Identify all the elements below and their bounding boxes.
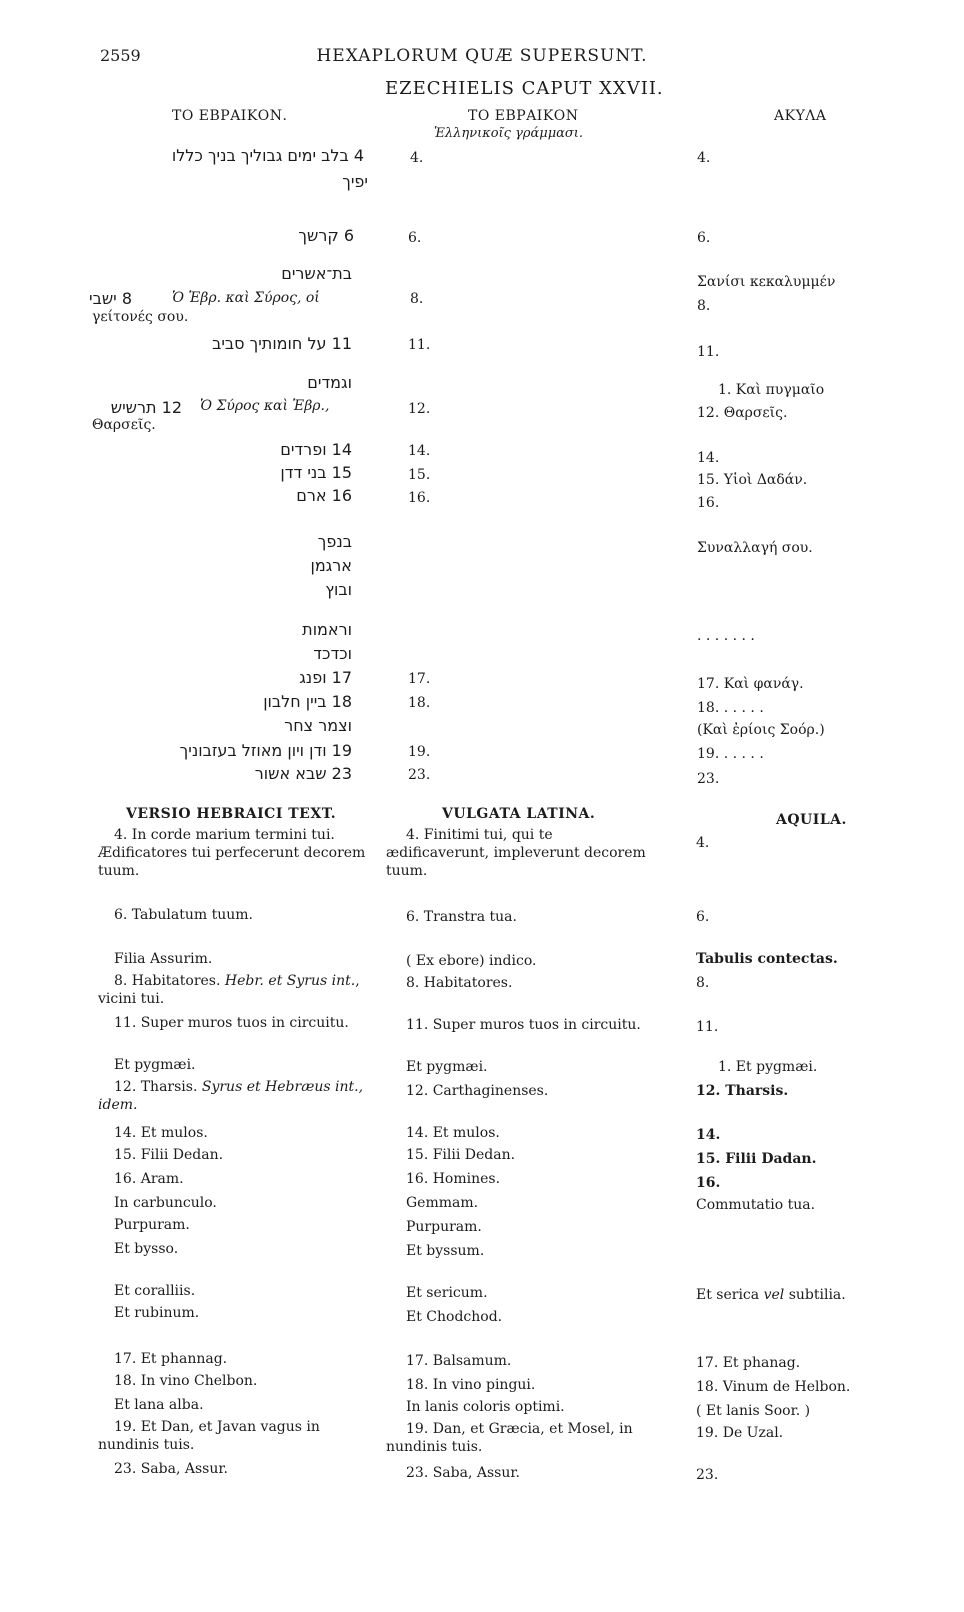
column-subheading-transliteration: Ἑλληνικοῖς γράμμασι. <box>434 126 584 141</box>
aquila-text: 4. <box>696 835 710 851</box>
versio-text: Filia Assurim. <box>114 951 213 967</box>
aquila-greek-text: 1. Καὶ πυγμαῖο <box>718 382 825 398</box>
aquila-greek-text: 17. Καὶ φανάγ. <box>697 676 804 692</box>
hebrew-text: בת־אשרים <box>281 264 352 283</box>
hebrew-text: 23 שבא אשור <box>254 764 352 783</box>
aquila-text: 14. <box>696 1127 721 1143</box>
aquila-text: 17. Et phanag. <box>696 1355 801 1371</box>
greek-note-continuation: Θαρσεῖς. <box>92 417 156 433</box>
vulgata-text: ( Ex ebore) indico. <box>406 953 537 969</box>
vulgata-text: 4. Finitimi tui, qui te ædificaverunt, impleverunt decorem tuum. <box>386 827 646 879</box>
greek-note: Ὁ Ἑβρ. καὶ Σύρος, οἱ <box>172 290 320 306</box>
aquila-greek-text: 15. Υἱοὶ Δαδάν. <box>697 472 808 488</box>
column-heading-aquila-greek: ΑΚΥΛΑ <box>774 108 827 124</box>
transliteration-verse: 12. <box>408 401 431 417</box>
hebrew-text: 12 תרשיש <box>110 398 182 417</box>
transliteration-verse: 16. <box>408 490 431 506</box>
aquila-greek-text: (Καὶ ἐρίοις Σοόρ.) <box>697 722 825 738</box>
column-heading-transliteration: ΤΟ ΕΒΡΑΙΚΟΝ <box>468 108 579 124</box>
versio-text: 19. Et Dan, et Javan vagus in nundinis tuis. <box>98 1419 320 1453</box>
aquila-greek-verse: 14. <box>697 450 720 466</box>
hebrew-text: 8 ישבי <box>88 289 132 308</box>
hebrew-text: 18 ביין חלבון <box>263 692 352 711</box>
aquila-text: Tabulis contectas. <box>696 951 838 967</box>
vulgata-text: 8. Habitatores. <box>406 975 513 991</box>
aquila-text: 23. <box>696 1467 719 1483</box>
chapter-title: EZECHIELIS CAPUT XXVII. <box>385 78 664 99</box>
aquila-greek-text: Σανίσι κεκαλυμμέν <box>697 274 836 290</box>
aquila-text: 18. Vinum de Helbon. <box>696 1379 851 1395</box>
hebrew-text: וצמר צחר <box>284 716 352 735</box>
aquila-text: ( Et lanis Soor. ) <box>696 1403 811 1419</box>
aquila-text: Et serica vel subtilia. <box>696 1287 846 1303</box>
vulgata-text: Et sericum. <box>406 1285 488 1301</box>
versio-text: 11. Super muros tuos in circuitu. <box>114 1015 349 1031</box>
hebrew-text: 15 בני דדן <box>280 463 352 482</box>
aquila-greek-verse: 4. <box>697 150 711 166</box>
vulgata-text: Et Chodchod. <box>406 1309 503 1325</box>
greek-note-continuation: γείτονές σου. <box>92 309 189 325</box>
aquila-greek-text: . . . . . . . <box>697 628 755 644</box>
vulgata-text: 18. In vino pingui. <box>406 1377 536 1393</box>
hebrew-text: 17 ופנג <box>299 668 352 687</box>
hebrew-text: ארגמן <box>310 556 352 575</box>
versio-text: 6. Tabulatum tuum. <box>114 907 253 923</box>
versio-text: Et lana alba. <box>114 1397 204 1413</box>
versio-text: Purpuram. <box>114 1217 190 1233</box>
hebrew-text: 4 בלב ימים גבוליך בניך כללו <box>171 146 364 165</box>
versio-text: 8. Habitatores. Hebr. et Syrus int., vicini tui. <box>98 973 360 1007</box>
versio-text: 4. In corde marium termini tui. Ædificatores tui perfecerunt decorem tuum. <box>98 827 366 879</box>
aquila-text: 6. <box>696 909 710 925</box>
aquila-text: Commutatio tua. <box>696 1197 816 1213</box>
versio-text: 14. Et mulos. <box>114 1125 208 1141</box>
aquila-greek-text: 18. . . . . . <box>697 700 764 716</box>
hebrew-text: וראמות <box>302 620 352 639</box>
column-heading-vulgata: VULGATA LATINA. <box>442 806 596 822</box>
transliteration-verse: 17. <box>408 671 431 687</box>
versio-text: 12. Tharsis. Syrus et Hebræus int., idem. <box>98 1079 364 1113</box>
transliteration-verse: 19. <box>408 744 431 760</box>
hebrew-text: 11 על חומותיך סביב <box>212 334 352 353</box>
column-heading-versio: VERSIO HEBRAICI TEXT. <box>126 806 337 822</box>
vulgata-text: 14. Et mulos. <box>406 1125 500 1141</box>
transliteration-verse: 14. <box>408 443 431 459</box>
transliteration-verse: 23. <box>408 767 431 783</box>
vulgata-text: In lanis coloris optimi. <box>406 1399 565 1415</box>
hebrew-text: ובוץ <box>325 580 352 599</box>
aquila-greek-text: 12. Θαρσεῖς. <box>697 405 788 421</box>
transliteration-verse: 15. <box>408 467 431 483</box>
hebrew-text: 14 ופרדים <box>280 440 352 459</box>
vulgata-text: 16. Homines. <box>406 1171 501 1187</box>
versio-text: Et bysso. <box>114 1241 179 1257</box>
transliteration-verse: 6. <box>408 230 422 246</box>
aquila-greek-verse: 23. <box>697 771 720 787</box>
aquila-text: 11. <box>696 1019 719 1035</box>
page-number: 2559 <box>100 46 141 65</box>
versio-text: Et pygmæi. <box>114 1057 196 1073</box>
aquila-text: 12. Tharsis. <box>696 1083 789 1099</box>
versio-text: 23. Saba, Assur. <box>114 1461 228 1477</box>
transliteration-verse: 18. <box>408 695 431 711</box>
aquila-greek-verse: 6. <box>697 230 711 246</box>
vulgata-text: Et byssum. <box>406 1243 485 1259</box>
hebrew-text: וכדכד <box>313 644 352 663</box>
versio-text: 18. In vino Chelbon. <box>114 1373 258 1389</box>
versio-text: Et rubinum. <box>114 1305 200 1321</box>
column-heading-aquila: AQUILA. <box>776 812 847 828</box>
vulgata-text: 11. Super muros tuos in circuitu. <box>406 1017 641 1033</box>
transliteration-verse: 8. <box>410 291 424 307</box>
hebrew-text: וגמדים <box>307 373 352 392</box>
aquila-text: 19. De Uzal. <box>696 1425 784 1441</box>
hebrew-text: 16 ארם <box>296 486 352 505</box>
column-heading-hebrew: ΤΟ ΕΒΡΑΙΚΟΝ. <box>172 108 288 124</box>
vulgata-text: 17. Balsamum. <box>406 1353 512 1369</box>
aquila-greek-verse: 16. <box>697 495 720 511</box>
hebrew-text: בנפך <box>317 532 352 551</box>
vulgata-text: Purpuram. <box>406 1219 482 1235</box>
vulgata-text: 15. Filii Dedan. <box>406 1147 516 1163</box>
vulgata-text: Gemmam. <box>406 1195 479 1211</box>
versio-text: 15. Filii Dedan. <box>114 1147 224 1163</box>
aquila-text: 8. <box>696 975 710 991</box>
aquila-greek-text: Συναλλαγή σου. <box>697 540 813 556</box>
transliteration-verse: 11. <box>408 337 431 353</box>
hebrew-text: 6 קרשך <box>298 226 354 245</box>
vulgata-text: 12. Carthaginenses. <box>406 1083 549 1099</box>
running-title: HEXAPLORUM QUÆ SUPERSUNT. <box>316 46 648 66</box>
aquila-greek-verse: 8. <box>697 298 711 314</box>
aquila-greek-verse: 11. <box>697 344 720 360</box>
aquila-text: 1. Et pygmæi. <box>718 1059 818 1075</box>
hebrew-text-continuation: יפיך <box>342 172 368 191</box>
hebrew-text: 19 ודן ויון מאוזל בעזבוניך <box>179 741 352 760</box>
vulgata-text: Et pygmæi. <box>406 1059 488 1075</box>
aquila-text: 15. Filii Dadan. <box>696 1151 817 1167</box>
versio-text: 17. Et phannag. <box>114 1351 228 1367</box>
vulgata-text: 23. Saba, Assur. <box>406 1465 520 1481</box>
vulgata-text: 6. Transtra tua. <box>406 909 517 925</box>
versio-text: Et coralliis. <box>114 1283 196 1299</box>
vulgata-text: 19. Dan, et Græcia, et Mosel, in nundinis tuis. <box>386 1421 633 1455</box>
transliteration-verse: 4. <box>410 150 424 166</box>
greek-note: Ὁ Σύρος καὶ Ἑβρ., <box>200 398 330 414</box>
aquila-greek-text: 19. . . . . . <box>697 746 764 762</box>
versio-text: In carbunculo. <box>114 1195 217 1211</box>
aquila-text: 16. <box>696 1175 721 1191</box>
versio-text: 16. Aram. <box>114 1171 184 1187</box>
